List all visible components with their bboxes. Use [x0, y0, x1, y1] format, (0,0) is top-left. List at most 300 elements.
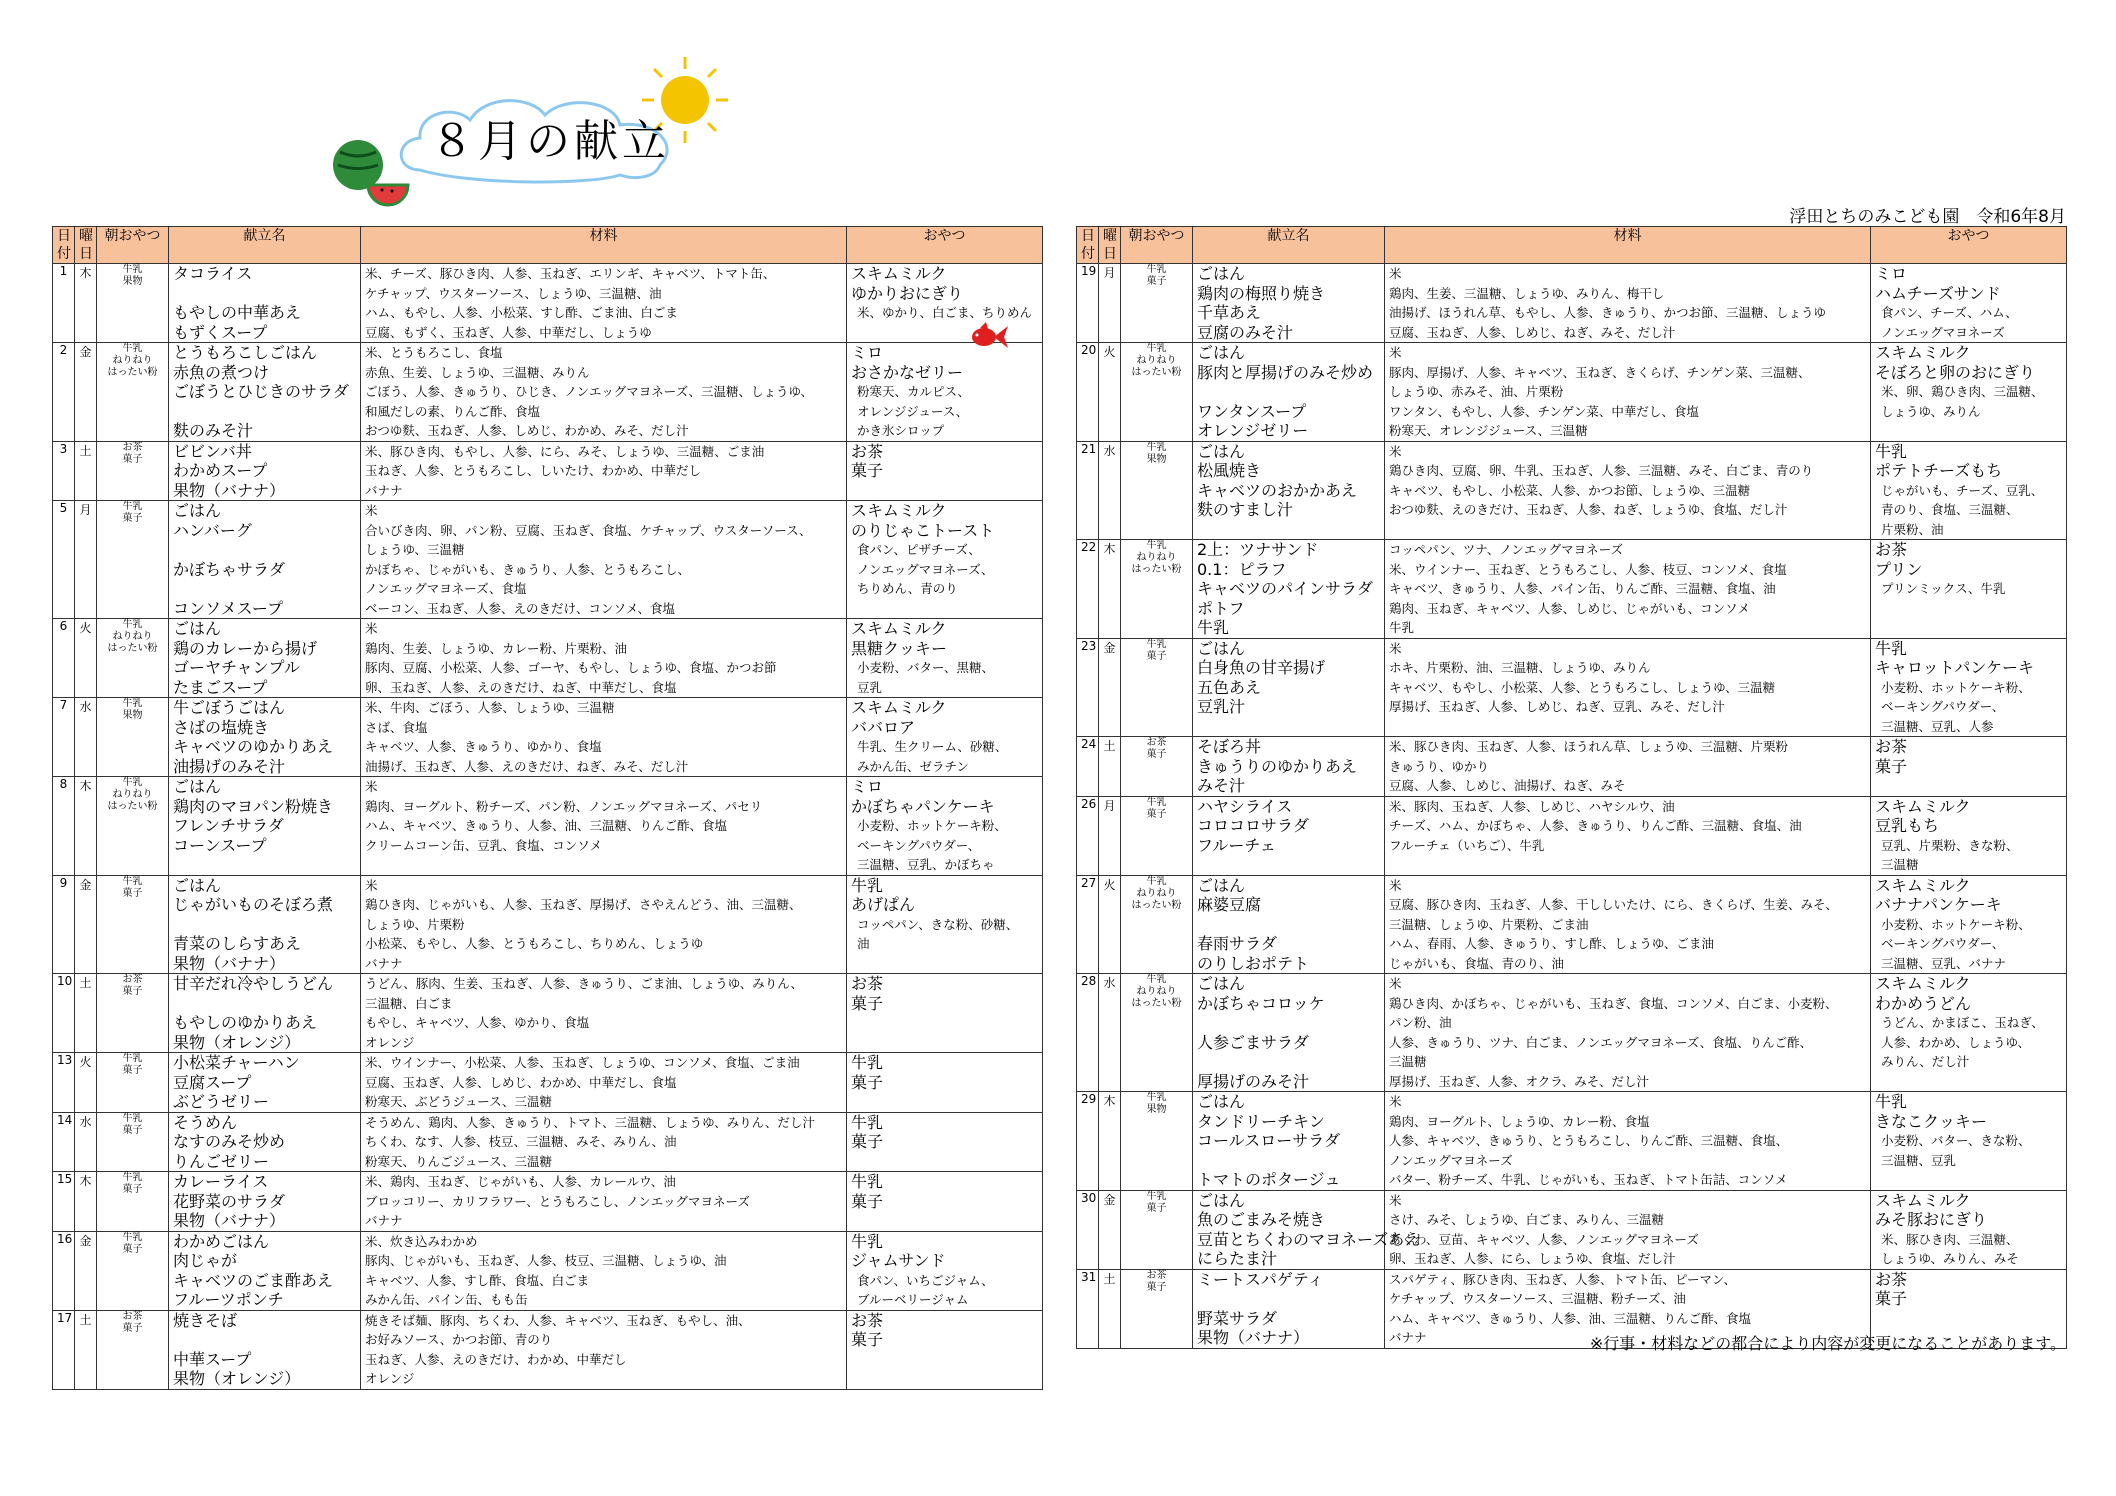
snack-ingredients: ちりめん、青のり — [857, 581, 958, 596]
ingredient-line: 豆腐、玉ねぎ、人参、しめじ、わかめ、中華だし、食塩 — [365, 1074, 677, 1090]
snack-name: ミロ — [851, 777, 884, 796]
ingredient-line: おつゆ麩、えのきだけ、玉ねぎ、人参、ねぎ、しょうゆ、食塩、だし汁 — [1389, 502, 1788, 517]
morning-snack-item: お茶 — [1146, 737, 1167, 748]
dish-name: りんごゼリー — [173, 1151, 270, 1171]
weekday: 金 — [75, 1231, 97, 1310]
dish-name: 青菜のしらすあえ — [173, 934, 302, 953]
snack-name: 菓子 — [851, 1132, 884, 1151]
snack-ingredients: プリンミックス、牛乳 — [1881, 581, 2006, 596]
dish-names — [169, 875, 361, 974]
day-number: 26 — [1077, 796, 1099, 875]
menu-row — [53, 698, 1043, 777]
morning-snack-item: ねりねり — [112, 631, 153, 642]
dish-name — [173, 402, 356, 422]
dish-name: 春雨サラダ — [1197, 934, 1277, 953]
dish-name: 松風焼き — [1197, 461, 1262, 480]
ingredient-line: 米 — [1389, 877, 1402, 893]
menu-row — [53, 1112, 1043, 1172]
menu-row — [1077, 638, 2067, 737]
ingredient-line: さば、食塩 — [365, 719, 428, 735]
dish-name: 千草あえ — [1197, 303, 1262, 322]
col-morning: 朝おやつ — [97, 227, 169, 264]
weekday: 土 — [75, 1310, 97, 1389]
dish-name — [1197, 1052, 1380, 1072]
ingredient-line: 人参、キャベツ、きゅうり、とうもろこし、りんご酢、三温糖、食塩、 — [1389, 1133, 1789, 1148]
snack-name: 牛乳 — [851, 1112, 884, 1132]
snack-name: スキムミルク — [1875, 796, 1971, 816]
ingredients — [361, 1172, 847, 1232]
snack — [847, 619, 1043, 698]
ingredient-line: ハム、春雨、人参、きゅうり、すし酢、しょうゆ、ごま油 — [1389, 936, 1714, 951]
ingredients — [361, 501, 847, 619]
snack-name: スキムミルク — [851, 698, 947, 717]
morning-snack-item: 牛乳 — [122, 1053, 143, 1064]
snack — [1871, 875, 2067, 974]
ingredients — [361, 698, 847, 777]
dish-names — [169, 777, 361, 876]
weekday: 金 — [75, 875, 97, 974]
ingredients — [361, 343, 847, 442]
morning-snack — [97, 264, 169, 343]
ingredient-line: オレンジ — [365, 1371, 415, 1386]
dish-name: ごはん — [1197, 441, 1246, 461]
dish-name — [173, 1330, 356, 1350]
ingredient-line: 米 — [1389, 266, 1402, 281]
dish-name — [173, 579, 356, 599]
dish-name — [1197, 915, 1380, 935]
dish-name — [1197, 1289, 1380, 1309]
ingredient-line: 鶏ひき肉、豆腐、卵、牛乳、玉ねぎ、人参、三温糖、みそ、白ごま、青のり — [1389, 463, 1814, 478]
snack-name: バナナパンケーキ — [1875, 895, 2002, 914]
dish-names — [1193, 1092, 1385, 1191]
weekday: 木 — [75, 264, 97, 343]
ingredient-line: 焼きそば麺、豚肉、ちくわ、人参、キャベツ、玉ねぎ、もやし、油、 — [365, 1312, 751, 1328]
ingredient-line: バナナ — [365, 482, 403, 498]
dish-names — [1193, 875, 1385, 974]
ingredient-line: 豚肉、豆腐、小松菜、人参、ゴーヤ、もやし、しょうゆ、食塩、かつお節 — [365, 660, 777, 675]
dish-names — [169, 1112, 361, 1172]
menu-row — [1077, 737, 2067, 797]
morning-snack — [97, 1231, 169, 1310]
snack-name: 菓子 — [1875, 1289, 1908, 1308]
morning-snack-item: ねりねり — [1136, 887, 1177, 899]
weekday: 土 — [1099, 737, 1121, 797]
dish-name: ごはん — [173, 777, 222, 796]
day-number: 17 — [53, 1310, 75, 1389]
ingredient-line: 米 — [1389, 1192, 1402, 1208]
ingredients — [1385, 441, 1871, 540]
ingredient-line: ごぼう、人参、きゅうり、ひじき、ノンエッグマヨネーズ、三温糖、しょうゆ、 — [365, 384, 814, 399]
ingredient-line: 豆腐、豚ひき肉、玉ねぎ、人参、干ししいたけ、にら、きくらげ、生姜、みそ、 — [1389, 897, 1838, 912]
col-dish: 献立名 — [1193, 227, 1385, 264]
ingredient-line: 粉寒天、ぶどうジュース、三温糖 — [365, 1094, 553, 1109]
menu-row — [53, 777, 1043, 876]
ingredient-line: ちくわ、豆苗、キャベツ、人参、ノンエッグマヨネーズ — [1389, 1231, 1699, 1247]
snack-name: 菓子 — [1875, 756, 1908, 776]
morning-snack-item: 牛乳 — [122, 343, 143, 354]
morning-snack-item: 菓子 — [122, 1243, 143, 1255]
dish-name: さばの塩焼き — [173, 717, 270, 737]
weekday: 土 — [1099, 1269, 1121, 1348]
dish-name: 果物（オレンジ） — [173, 1369, 301, 1388]
dish-name: ハンバーグ — [173, 520, 252, 540]
ingredients — [361, 777, 847, 876]
ingredient-line: バナナ — [1389, 1330, 1427, 1345]
dish-name: なすのみそ炒め — [173, 1132, 286, 1151]
table-header — [1077, 227, 2067, 264]
morning-snack-item: 菓子 — [122, 513, 143, 524]
morning-snack-item: 牛乳 — [1146, 1190, 1167, 1202]
col-ingredients: 材料 — [361, 227, 847, 264]
dish-name: ごぼうとひじきのサラダ — [173, 382, 349, 401]
dish-name: ワンタンスープ — [1197, 401, 1307, 421]
ingredient-line: うどん、豚肉、生姜、玉ねぎ、人参、きゅうり、ごま油、しょうゆ、みりん、 — [365, 976, 804, 991]
snack-name: お茶 — [851, 1310, 884, 1330]
snack — [847, 343, 1043, 442]
ingredient-line: ケチャップ、ウスターソース、しょうゆ、三温糖、油 — [365, 285, 662, 301]
morning-snack — [1121, 875, 1193, 974]
ingredient-line: 粉寒天、りんごジュース、三温糖 — [365, 1153, 553, 1169]
snack-ingredients: みかん缶、ゼラチン — [857, 758, 969, 774]
day-number: 20 — [1077, 343, 1099, 442]
ingredient-line: もやし、キャベツ、人参、ゆかり、食塩 — [365, 1015, 590, 1030]
dish-name: 果物（バナナ） — [1197, 1328, 1310, 1347]
snack-ingredients: 食パン、いちごジャム、 — [857, 1272, 994, 1288]
morning-snack — [1121, 796, 1193, 875]
menu-row — [53, 501, 1043, 619]
weekday: 月 — [1099, 796, 1121, 875]
morning-snack — [97, 1310, 169, 1389]
ingredient-line: みかん缶、パイン缶、もも缶 — [365, 1292, 528, 1307]
dish-names — [1193, 796, 1385, 875]
snack-name: 牛乳 — [851, 875, 884, 895]
dish-name: フルーツポンチ — [173, 1290, 284, 1309]
dish-name: カレーライス — [173, 1172, 269, 1191]
morning-snack-item: 牛乳 — [1146, 264, 1167, 275]
snack-name: 牛乳 — [1875, 441, 1908, 461]
snack-name: ハムチーズサンド — [1875, 283, 2001, 303]
morning-snack-item: 菓子 — [1146, 749, 1167, 760]
morning-snack-item: 菓子 — [1146, 808, 1167, 820]
ingredient-line: ケチャップ、ウスターソース、三温糖、粉チーズ、油 — [1389, 1291, 1686, 1306]
day-number: 23 — [1077, 638, 1099, 737]
menu-row — [1077, 796, 2067, 875]
dish-name: ごはん — [1197, 1190, 1246, 1210]
dish-name: 小松菜チャーハン — [173, 1053, 300, 1072]
snack — [1871, 264, 2067, 343]
dish-name: キャベツのおかかあえ — [1197, 480, 1358, 500]
snack-name: 菓子 — [851, 1330, 884, 1349]
morning-snack-item: はったい粉 — [1131, 367, 1182, 378]
dish-names — [169, 1310, 361, 1389]
ingredients — [361, 974, 847, 1053]
dish-name: 麩のみそ汁 — [173, 421, 254, 440]
weekday: 金 — [1099, 638, 1121, 737]
snack-name: スキムミルク — [1875, 875, 1971, 895]
dish-names — [169, 619, 361, 698]
snack-name: 菓子 — [851, 461, 884, 480]
menu-row — [53, 441, 1043, 501]
dish-name: コンソメスープ — [173, 598, 284, 618]
dish-name — [1197, 1151, 1380, 1171]
dish-names — [1193, 737, 1385, 797]
snack-ingredients: 小麦粉、ホットケーキ粉、 — [1881, 679, 2031, 695]
dish-name: わかめスープ — [173, 461, 268, 480]
dish-name: わかめごはん — [173, 1231, 270, 1251]
dish-names — [1193, 264, 1385, 343]
dish-names — [1193, 974, 1385, 1092]
dish-name: 0.1：ピラフ — [1197, 559, 1287, 579]
dish-name: もずくスープ — [173, 322, 268, 342]
morning-snack — [1121, 737, 1193, 797]
morning-snack-item: はったい粉 — [107, 367, 158, 378]
dish-name: のりしおポテト — [1197, 953, 1310, 973]
ingredient-line: スパゲティ、豚ひき肉、玉ねぎ、人参、トマト缶、ピーマン、 — [1389, 1271, 1737, 1287]
ingredient-line: しょうゆ、三温糖 — [365, 542, 465, 557]
ingredient-line: じゃがいも、食塩、青のり、油 — [1389, 955, 1565, 971]
morning-snack-item: はったい粉 — [1131, 899, 1182, 911]
dish-name: ごはん — [1197, 875, 1246, 895]
dish-name: タンドリーチキン — [1197, 1111, 1325, 1131]
snack — [1871, 441, 2067, 540]
ingredient-line: ハム、キャベツ、きゅうり、人参、油、三温糖、りんご酢、食塩 — [1389, 1310, 1752, 1326]
morning-snack-item: お茶 — [122, 441, 143, 453]
morning-snack-item: はったい粉 — [107, 643, 158, 654]
snack-name: お茶 — [1875, 540, 1908, 559]
snack-name: 牛乳 — [851, 1053, 884, 1072]
snack-name: ゆかりおにぎり — [851, 283, 964, 303]
morning-snack — [97, 1053, 169, 1113]
ingredient-line: 米 — [1389, 345, 1402, 360]
menu-table-right — [1076, 226, 2067, 1349]
dish-name: ごはん — [173, 501, 222, 520]
dish-name: 焼きそば — [173, 1310, 238, 1330]
ingredient-line: 三温糖、白ごま — [365, 995, 453, 1011]
menu-row — [1077, 441, 2067, 540]
morning-snack-item: 牛乳 — [1146, 540, 1167, 551]
ingredients — [361, 619, 847, 698]
menu-row — [53, 875, 1043, 974]
dish-name: ゴーヤチャンプル — [173, 658, 300, 677]
dish-name: フルーチェ — [1197, 835, 1276, 855]
dish-names — [1193, 441, 1385, 540]
ingredient-line: 玉ねぎ、人参、とうもろこし、しいたけ、わかめ、中華だし — [365, 463, 702, 478]
snack-name: プリン — [1875, 559, 1923, 579]
dish-name: 人参ごまサラダ — [1197, 1032, 1309, 1052]
snack-name: かぼちゃパンケーキ — [851, 796, 995, 816]
dish-names — [1193, 1269, 1385, 1348]
snack — [1871, 974, 2067, 1092]
ingredient-line: 米、牛肉、ごぼう、人参、しょうゆ、三温糖 — [365, 700, 615, 715]
snack-ingredients: コッペパン、きな粉、砂糖、 — [857, 916, 1019, 932]
day-number: 2 — [53, 343, 75, 442]
day-number: 24 — [1077, 737, 1099, 797]
menu-row — [53, 974, 1043, 1053]
ingredient-line: 豆腐、玉ねぎ、人参、しめじ、ねぎ、みそ、だし汁 — [1389, 324, 1676, 340]
menu-table-left — [52, 226, 1043, 1390]
ingredient-line: ホキ、片栗粉、油、三温糖、しょうゆ、みりん — [1389, 660, 1651, 675]
morning-snack — [1121, 441, 1193, 540]
dish-names — [1193, 343, 1385, 442]
ingredients — [361, 1310, 847, 1389]
snack-ingredients: ノンエッグマヨネーズ、 — [857, 561, 994, 577]
ingredient-line: 厚揚げ、玉ねぎ、人参、しめじ、ねぎ、豆乳、みそ、だし汁 — [1389, 699, 1725, 714]
snack-name: キャロットパンケーキ — [1875, 658, 2035, 677]
ingredient-line: 鶏肉、玉ねぎ、キャベツ、人参、しめじ、じゃがいも、コンソメ — [1389, 600, 1750, 616]
ingredients — [1385, 974, 1871, 1092]
snack-name: スキムミルク — [851, 501, 947, 520]
ingredient-line: 鶏肉、生姜、しょうゆ、カレー粉、片栗粉、油 — [365, 640, 628, 656]
dish-name: 豆腐のみそ汁 — [1197, 322, 1294, 342]
day-number: 5 — [53, 501, 75, 619]
watermelon-icon — [330, 130, 410, 195]
morning-snack — [1121, 540, 1193, 639]
day-number: 30 — [1077, 1190, 1099, 1269]
snack-ingredients: ベーキングパウダー、 — [1881, 936, 2005, 951]
dish-name: ミートスパゲティ — [1197, 1269, 1324, 1289]
ingredient-line: 三温糖、しょうゆ、片栗粉、ごま油 — [1389, 916, 1589, 932]
dish-names — [169, 343, 361, 442]
snack-ingredients: 三温糖、豆乳、バナナ — [1881, 955, 2007, 971]
snack — [847, 698, 1043, 777]
morning-snack-item: 菓子 — [122, 1184, 143, 1195]
morning-snack-item: 牛乳 — [1146, 796, 1167, 808]
morning-snack-item: はったい粉 — [1131, 564, 1182, 575]
ingredient-line: 鶏ひき肉、かぼちゃ、じゃがいも、玉ねぎ、食塩、コンソメ、白ごま、小麦粉、 — [1389, 995, 1838, 1011]
snack — [1871, 796, 2067, 875]
morning-snack-item: お茶 — [122, 1310, 143, 1322]
snack-ingredients: 三温糖、豆乳、人参 — [1881, 718, 1994, 734]
snack-ingredients: ブルーベリージャム — [857, 1292, 969, 1307]
morning-snack — [1121, 343, 1193, 442]
dish-name — [173, 994, 356, 1014]
ingredients — [361, 1231, 847, 1310]
title-area — [330, 55, 730, 195]
morning-snack-item: 牛乳 — [122, 777, 143, 788]
day-number: 19 — [1077, 264, 1099, 343]
day-number: 1 — [53, 264, 75, 343]
snack-name: あげぱん — [851, 895, 916, 914]
morning-snack-item: 牛乳 — [122, 501, 143, 512]
ingredient-line: 米、鶏肉、玉ねぎ、じゃがいも、人参、カレールウ、油 — [365, 1174, 676, 1189]
ingredient-line: 米 — [1389, 1094, 1402, 1109]
weekday: 土 — [75, 441, 97, 501]
ingredient-line: 米 — [1389, 640, 1402, 656]
morning-snack-item: ねりねり — [1136, 355, 1177, 366]
ingredient-line: フルーチェ（いちご）、牛乳 — [1389, 837, 1545, 853]
ingredient-line: キャベツ、もやし、小松菜、人参、とうもろこし、しょうゆ、三温糖 — [1389, 679, 1776, 695]
ingredient-line: 玉ねぎ、人参、えのきだけ、わかめ、中華だし — [365, 1351, 627, 1367]
snack-ingredients: 片栗粉、油 — [1881, 521, 1944, 537]
ingredient-line: 牛乳 — [1389, 620, 1415, 635]
morning-snack-item: はったい粉 — [107, 801, 158, 812]
snack — [847, 1310, 1043, 1389]
snack — [1871, 1092, 2067, 1191]
morning-snack — [97, 441, 169, 501]
col-date: 日付 — [1077, 227, 1099, 264]
snack-name: ミロ — [851, 343, 884, 362]
ingredient-line: ハム、もやし、人参、小松菜、すし酢、ごま油、白ごま — [365, 305, 678, 320]
ingredient-line: 米 — [1389, 443, 1402, 459]
menu-row — [53, 1310, 1043, 1389]
morning-snack-item: ねりねり — [1136, 986, 1177, 997]
dish-name: 白身魚の甘辛揚げ — [1197, 658, 1326, 677]
ingredients — [361, 1112, 847, 1172]
dish-names — [169, 1053, 361, 1113]
snack-ingredients: 粉寒天、カルピス、 — [857, 384, 970, 399]
ingredient-line: 米 — [365, 877, 378, 893]
snack-name: 牛乳 — [1875, 1092, 1908, 1111]
ingredients — [361, 1053, 847, 1113]
day-number: 31 — [1077, 1269, 1099, 1348]
dish-names — [1193, 540, 1385, 639]
ingredient-line: 人参、きゅうり、ツナ、白ごま、ノンエッグマヨネーズ、食塩、りんご酢、 — [1389, 1034, 1813, 1050]
dish-name: 中華スープ — [173, 1349, 252, 1369]
morning-snack-item: 果物 — [1146, 1104, 1167, 1115]
menu-row — [53, 264, 1043, 343]
day-number: 14 — [53, 1112, 75, 1172]
weekday: 月 — [1099, 264, 1121, 343]
ingredient-line: ノンエッグマヨネーズ — [1389, 1152, 1513, 1168]
day-number: 22 — [1077, 540, 1099, 639]
ingredients — [1385, 638, 1871, 737]
col-dish: 献立名 — [169, 227, 361, 264]
dish-name: ごはん — [1197, 264, 1246, 283]
dish-names — [169, 501, 361, 619]
weekday: 木 — [1099, 540, 1121, 639]
ingredient-line: 豆腐、もずく、玉ねぎ、人参、中華だし、しょうゆ — [365, 324, 652, 340]
morning-snack-item: 牛乳 — [1146, 441, 1167, 453]
morning-snack-item: 牛乳 — [122, 698, 143, 709]
morning-snack-item: お茶 — [1146, 1269, 1167, 1281]
weekday: 木 — [75, 777, 97, 876]
morning-snack-item: 牛乳 — [122, 875, 143, 887]
ingredient-line: 厚揚げ、玉ねぎ、人参、オクラ、みそ、だし汁 — [1389, 1073, 1650, 1089]
snack-name: おさかなゼリー — [851, 362, 964, 382]
snack — [1871, 1190, 2067, 1269]
ingredient-line: 米 — [1389, 976, 1402, 991]
snack — [847, 1231, 1043, 1310]
menu-row — [53, 1053, 1043, 1113]
morning-snack-item: 牛乳 — [1146, 1092, 1167, 1103]
ingredient-line: 油揚げ、玉ねぎ、人参、えのきだけ、ねぎ、みそ、だし汁 — [365, 758, 689, 774]
ingredient-line: コッペパン、ツナ、ノンエッグマヨネーズ — [1389, 542, 1624, 557]
dish-name: ビビンバ丼 — [173, 441, 252, 461]
ingredient-line: オレンジ — [365, 1034, 415, 1050]
snack-name: お茶 — [851, 441, 884, 461]
snack-name: 菓子 — [851, 1191, 884, 1211]
dish-name: 鶏肉の梅照り焼き — [1197, 283, 1326, 303]
dish-name: たまごスープ — [173, 677, 268, 697]
dish-name: 果物（バナナ） — [173, 1211, 286, 1230]
snack — [847, 1172, 1043, 1232]
snack-ingredients: ノンエッグマヨネーズ — [1881, 324, 2005, 340]
ingredient-line: クリームコーン缶、豆乳、食塩、コンソメ — [365, 837, 603, 853]
morning-snack — [1121, 264, 1193, 343]
snack-ingredients: 三温糖、豆乳 — [1881, 1152, 1957, 1168]
snack-name: お茶 — [851, 974, 884, 993]
morning-snack-item: 菓子 — [1146, 650, 1167, 662]
morning-snack-item: 牛乳 — [122, 1172, 143, 1183]
snack-ingredients: ベーキングパウダー、 — [1881, 699, 2005, 714]
disclaimer-note: ※行事・材料などの都合により内容が変更になることがあります。 — [1589, 1334, 2066, 1353]
morning-snack-item: お茶 — [122, 974, 143, 985]
ingredient-line: キャベツ、きゅうり、人参、パイン缶、りんご酢、三温糖、食塩、油 — [1389, 581, 1776, 596]
col-date: 日付 — [53, 227, 75, 264]
col-snack: おやつ — [847, 227, 1043, 264]
ingredient-line: 米、豚ひき肉、玉ねぎ、人参、ほうれん草、しょうゆ、三温糖、片栗粉 — [1389, 739, 1789, 754]
dish-name: じゃがいものそぼろ煮 — [173, 895, 334, 914]
